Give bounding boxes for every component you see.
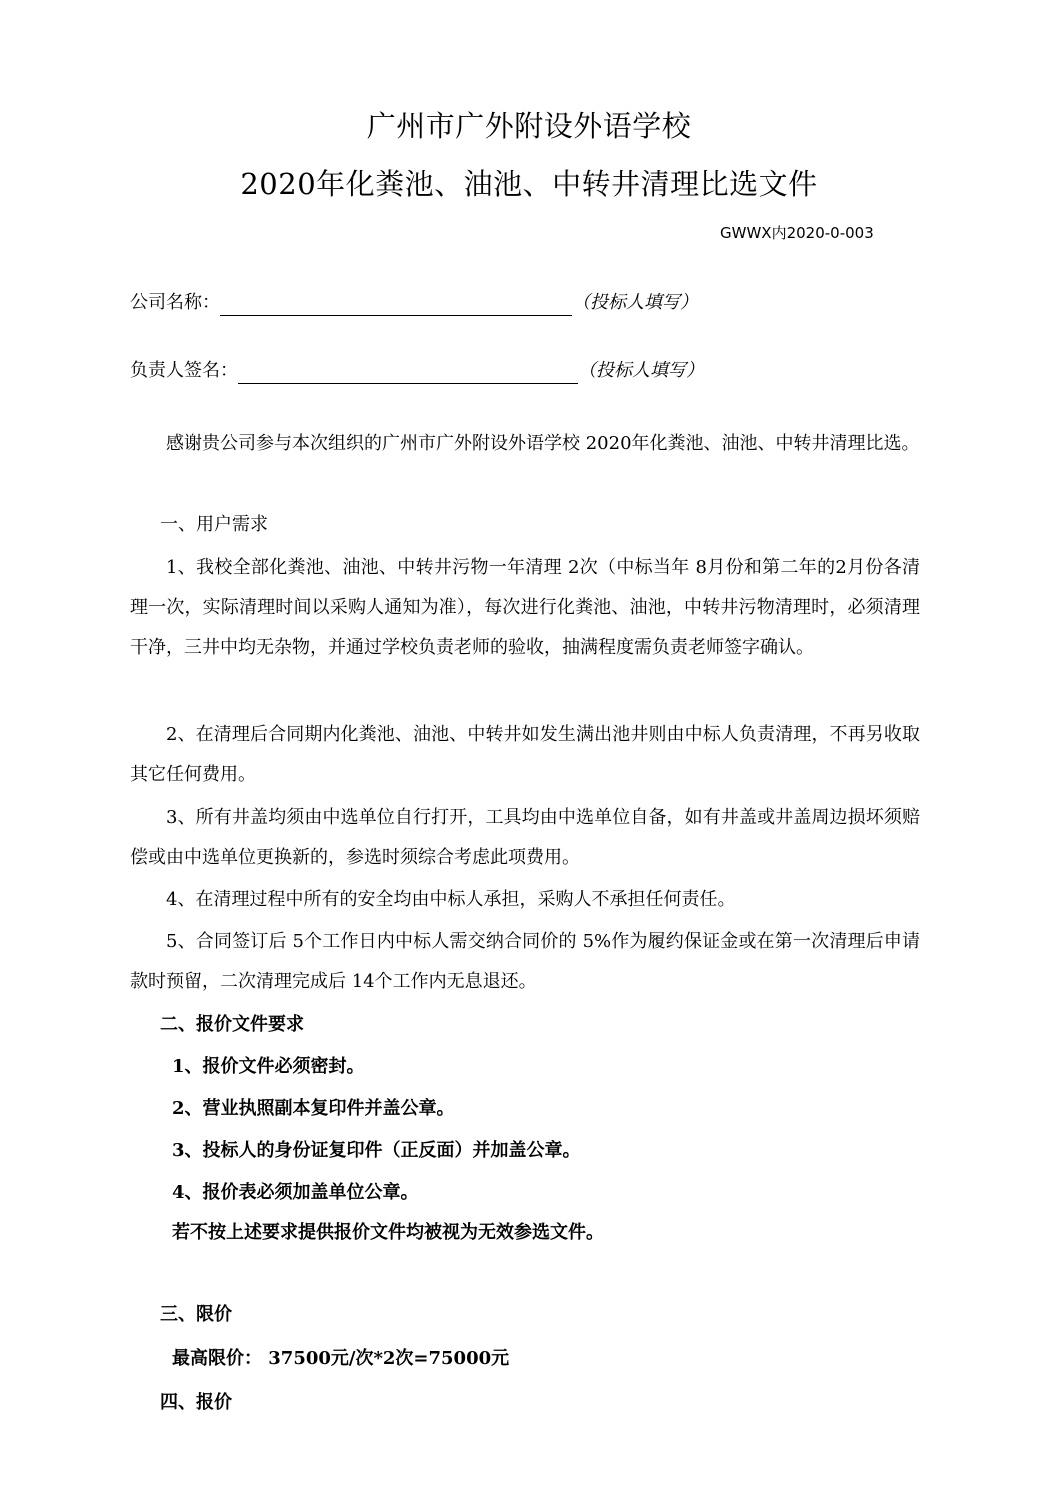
requirement-item: 1、我校全部化粪池、油池、中转井污物一年清理 2次（中标当年 8月份和第二年的2月份各清理一次，实际清理时间以采购人通知为准），每次进行化粪池、油池，中转井污物清理时，必须清理干净，三井中均无杂物，并通过学校负责老师的验收，抽满程度需负责老师签字确认。 [130, 557, 920, 658]
section-user-requirements-heading: 一、用户需求 [160, 514, 268, 535]
price-limit-line [172, 1344, 509, 1374]
company-name-label: 公司名称： [130, 292, 220, 313]
signer-blank [238, 363, 578, 384]
signer-hint: （投标人填写） [578, 360, 704, 381]
signer-field [130, 358, 704, 384]
company-name-hint: （投标人填写） [572, 292, 698, 313]
section-quotation-heading: 四、报价 [160, 1392, 232, 1413]
requirement-item: 5、合同签订后 5个工作日内中标人需交纳合同价的 5%作为履约保证金或在第一次清理后申请款时预留，二次清理完成后 14个工作内无息退还。 [130, 931, 920, 992]
quote-requirement-item: 2、营业执照副本复印件并盖公章。 [172, 1098, 455, 1119]
company-name-field [130, 290, 698, 316]
requirement-item: 3、所有井盖均须由中选单位自行打开，工具均由中选单位自备，如有井盖或井盖周边损坏须赔偿或由中选单位更换新的，参选时须综合考虑此项费用。 [130, 807, 920, 868]
price-limit-label: 最高限价： [172, 1348, 262, 1369]
document-title-school: 广州市广外附设外语学校 [366, 109, 692, 143]
intro-paragraph: 感谢贵公司参与本次组织的广州市广外附设外语学校 2020年化粪池、油池、中转井清理比选。 [166, 433, 920, 454]
invalid-document-note: 若不按上述要求提供报价文件均被视为无效参选文件。 [172, 1222, 604, 1243]
quote-requirement-item: 1、报价文件必须密封。 [172, 1056, 365, 1077]
document-number: GWWX内2020-0-003 [720, 224, 874, 242]
section-price-limit-heading: 三、限价 [160, 1304, 232, 1325]
price-limit-value: 37500元/次*2次=75000元 [268, 1348, 510, 1369]
company-name-blank [220, 295, 572, 316]
quote-requirement-item: 3、投标人的身份证复印件（正反面）并加盖公章。 [172, 1140, 581, 1161]
signer-label: 负责人签名： [130, 360, 238, 381]
document-title-subject: 2020年化粪池、油池、中转井清理比选文件 [240, 167, 818, 201]
quote-requirement-item: 4、报价表必须加盖单位公章。 [172, 1182, 419, 1203]
requirement-item: 2、在清理后合同期内化粪池、油池、中转井如发生满出池井则由中标人负责清理，不再另收取其它任何费用。 [130, 724, 920, 785]
requirement-item: 4、在清理过程中所有的安全均由中标人承担，采购人不承担任何责任。 [166, 889, 736, 910]
section-quote-requirements-heading: 二、报价文件要求 [160, 1014, 304, 1035]
